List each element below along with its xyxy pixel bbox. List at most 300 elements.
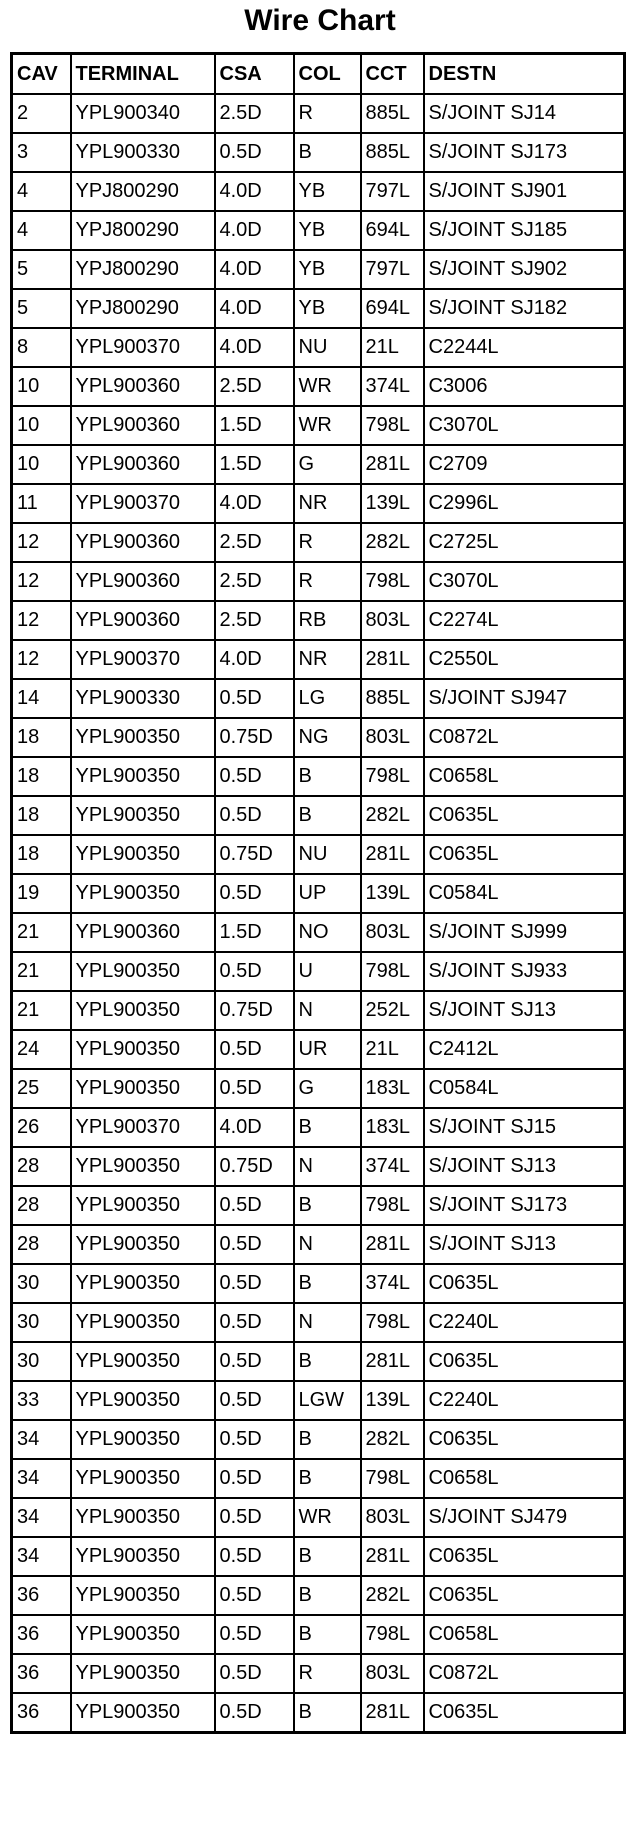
cav-cell: 21 [12,913,71,952]
terminal-cell: YPL900350 [71,1498,215,1537]
table-row [12,328,625,367]
cct-cell: 803L [361,1498,424,1537]
destn-cell: C0872L [424,1654,625,1693]
cav-cell: 14 [12,679,71,718]
cav-cell: 34 [12,1498,71,1537]
cav-cell: 18 [12,718,71,757]
col-cell: YB [294,172,361,211]
col-cell: B [294,1108,361,1147]
cct-cell: 282L [361,1420,424,1459]
cct-cell: 374L [361,1264,424,1303]
table-row [12,874,625,913]
table-row [12,406,625,445]
csa-cell: 0.5D [215,1381,294,1420]
cct-cell: 281L [361,1342,424,1381]
column-header-cav: CAV [12,54,71,95]
csa-cell: 4.0D [215,250,294,289]
terminal-cell: YPL900350 [71,796,215,835]
table-row [12,211,625,250]
table-row [12,289,625,328]
destn-cell: C0635L [424,1537,625,1576]
column-header-col: COL [294,54,361,95]
col-cell: NO [294,913,361,952]
destn-cell: C0658L [424,1615,625,1654]
destn-cell: S/JOINT SJ933 [424,952,625,991]
cav-cell: 36 [12,1693,71,1733]
cav-cell: 3 [12,133,71,172]
csa-cell: 0.5D [215,1693,294,1733]
terminal-cell: YPL900350 [71,1459,215,1498]
csa-cell: 4.0D [215,640,294,679]
table-row [12,1693,625,1733]
csa-cell: 4.0D [215,211,294,250]
terminal-cell: YPL900360 [71,406,215,445]
cav-cell: 5 [12,289,71,328]
table-row [12,1108,625,1147]
cav-cell: 10 [12,445,71,484]
cav-cell: 18 [12,796,71,835]
col-cell: NR [294,640,361,679]
destn-cell: S/JOINT SJ901 [424,172,625,211]
table-row [12,1225,625,1264]
destn-cell: C2240L [424,1303,625,1342]
column-header-csa: CSA [215,54,294,95]
destn-cell: C2725L [424,523,625,562]
wire-chart-table [10,52,626,1734]
table-body [12,94,625,1733]
csa-cell: 2.5D [215,562,294,601]
terminal-cell: YPL900360 [71,367,215,406]
csa-cell: 0.5D [215,1030,294,1069]
csa-cell: 0.75D [215,835,294,874]
col-cell: R [294,94,361,133]
destn-cell: C0872L [424,718,625,757]
csa-cell: 4.0D [215,328,294,367]
cct-cell: 139L [361,484,424,523]
col-cell: YB [294,250,361,289]
csa-cell: 4.0D [215,172,294,211]
terminal-cell: YPJ800290 [71,289,215,328]
table-row [12,952,625,991]
destn-cell: S/JOINT SJ999 [424,913,625,952]
csa-cell: 0.5D [215,679,294,718]
cav-cell: 12 [12,523,71,562]
terminal-cell: YPL900370 [71,484,215,523]
terminal-cell: YPL900350 [71,1147,215,1186]
csa-cell: 0.5D [215,1498,294,1537]
csa-cell: 4.0D [215,1108,294,1147]
csa-cell: 0.5D [215,757,294,796]
col-cell: NR [294,484,361,523]
csa-cell: 0.5D [215,1420,294,1459]
destn-cell: S/JOINT SJ185 [424,211,625,250]
destn-cell: C0658L [424,1459,625,1498]
col-cell: NG [294,718,361,757]
terminal-cell: YPL900350 [71,1615,215,1654]
col-cell: B [294,1537,361,1576]
csa-cell: 1.5D [215,445,294,484]
cav-cell: 36 [12,1576,71,1615]
cav-cell: 21 [12,991,71,1030]
cav-cell: 24 [12,1030,71,1069]
cct-cell: 374L [361,1147,424,1186]
terminal-cell: YPL900340 [71,94,215,133]
terminal-cell: YPL900350 [71,1030,215,1069]
terminal-cell: YPL900350 [71,1186,215,1225]
cct-cell: 282L [361,796,424,835]
cav-cell: 19 [12,874,71,913]
csa-cell: 4.0D [215,484,294,523]
table-row [12,1030,625,1069]
cct-cell: 139L [361,874,424,913]
table-row [12,640,625,679]
table-row [12,1576,625,1615]
terminal-cell: YPL900350 [71,1069,215,1108]
csa-cell: 2.5D [215,367,294,406]
col-cell: UP [294,874,361,913]
cct-cell: 281L [361,1693,424,1733]
cav-cell: 18 [12,757,71,796]
csa-cell: 0.5D [215,952,294,991]
col-cell: YB [294,289,361,328]
col-cell: B [294,133,361,172]
destn-cell: C0584L [424,874,625,913]
terminal-cell: YPL900350 [71,1264,215,1303]
destn-cell: C0635L [424,796,625,835]
table-row [12,601,625,640]
col-cell: R [294,1654,361,1693]
terminal-cell: YPJ800290 [71,250,215,289]
csa-cell: 0.5D [215,1537,294,1576]
destn-cell: C0584L [424,1069,625,1108]
csa-cell: 0.75D [215,718,294,757]
csa-cell: 0.5D [215,1303,294,1342]
cav-cell: 33 [12,1381,71,1420]
col-cell: LG [294,679,361,718]
destn-cell: C0635L [424,1576,625,1615]
terminal-cell: YPL900350 [71,1303,215,1342]
table-row [12,757,625,796]
terminal-cell: YPL900350 [71,1225,215,1264]
destn-cell: C0635L [424,1693,625,1733]
cct-cell: 281L [361,835,424,874]
cct-cell: 252L [361,991,424,1030]
table-row [12,172,625,211]
destn-cell: C0658L [424,757,625,796]
destn-cell: S/JOINT SJ15 [424,1108,625,1147]
cav-cell: 4 [12,211,71,250]
destn-cell: S/JOINT SJ173 [424,133,625,172]
destn-cell: C3070L [424,406,625,445]
terminal-cell: YPL900360 [71,601,215,640]
destn-cell: C0635L [424,835,625,874]
table-row [12,367,625,406]
cav-cell: 26 [12,1108,71,1147]
col-cell: B [294,796,361,835]
destn-cell: C2996L [424,484,625,523]
table-row [12,1498,625,1537]
destn-cell: S/JOINT SJ902 [424,250,625,289]
cct-cell: 139L [361,1381,424,1420]
col-cell: B [294,1420,361,1459]
cav-cell: 4 [12,172,71,211]
csa-cell: 0.5D [215,874,294,913]
column-header-destn: DESTN [424,54,625,95]
table-row [12,484,625,523]
terminal-cell: YPJ800290 [71,172,215,211]
csa-cell: 0.5D [215,1264,294,1303]
col-cell: RB [294,601,361,640]
cct-cell: 798L [361,1303,424,1342]
cav-cell: 2 [12,94,71,133]
cct-cell: 885L [361,679,424,718]
cav-cell: 21 [12,952,71,991]
terminal-cell: YPL900350 [71,1576,215,1615]
destn-cell: C2709 [424,445,625,484]
col-cell: G [294,1069,361,1108]
cct-cell: 803L [361,718,424,757]
cav-cell: 30 [12,1303,71,1342]
cav-cell: 28 [12,1147,71,1186]
col-cell: B [294,1342,361,1381]
table-row [12,1264,625,1303]
destn-cell: C2240L [424,1381,625,1420]
table-row [12,562,625,601]
col-cell: U [294,952,361,991]
cav-cell: 12 [12,601,71,640]
csa-cell: 0.5D [215,796,294,835]
destn-cell: S/JOINT SJ479 [424,1498,625,1537]
terminal-cell: YPL900330 [71,133,215,172]
cct-cell: 694L [361,211,424,250]
destn-cell: S/JOINT SJ14 [424,94,625,133]
terminal-cell: YPL900370 [71,640,215,679]
cct-cell: 374L [361,367,424,406]
cct-cell: 797L [361,250,424,289]
col-cell: G [294,445,361,484]
destn-cell: S/JOINT SJ13 [424,1225,625,1264]
destn-cell: C0635L [424,1264,625,1303]
table-row [12,1537,625,1576]
cct-cell: 803L [361,601,424,640]
cct-cell: 798L [361,1615,424,1654]
cct-cell: 803L [361,1654,424,1693]
destn-cell: C3070L [424,562,625,601]
table-row [12,1342,625,1381]
csa-cell: 0.5D [215,1069,294,1108]
table-row [12,133,625,172]
table-row [12,1381,625,1420]
cct-cell: 798L [361,406,424,445]
cct-cell: 282L [361,523,424,562]
cav-cell: 30 [12,1342,71,1381]
cav-cell: 11 [12,484,71,523]
cct-cell: 281L [361,445,424,484]
terminal-cell: YPL900350 [71,1693,215,1733]
cav-cell: 12 [12,562,71,601]
csa-cell: 1.5D [215,913,294,952]
cct-cell: 797L [361,172,424,211]
cav-cell: 10 [12,406,71,445]
cav-cell: 28 [12,1186,71,1225]
cct-cell: 281L [361,640,424,679]
table-row [12,796,625,835]
col-cell: B [294,1459,361,1498]
terminal-cell: YPL900360 [71,562,215,601]
col-cell: B [294,1264,361,1303]
terminal-cell: YPL900360 [71,523,215,562]
table-row [12,1654,625,1693]
cav-cell: 25 [12,1069,71,1108]
terminal-cell: YPL900350 [71,1537,215,1576]
column-header-terminal: TERMINAL [71,54,215,95]
table-row [12,445,625,484]
csa-cell: 4.0D [215,289,294,328]
csa-cell: 0.5D [215,1576,294,1615]
terminal-cell: YPL900350 [71,718,215,757]
table-row [12,523,625,562]
cav-cell: 10 [12,367,71,406]
cav-cell: 5 [12,250,71,289]
col-cell: N [294,1303,361,1342]
terminal-cell: YPL900350 [71,1342,215,1381]
cct-cell: 798L [361,952,424,991]
csa-cell: 0.5D [215,1225,294,1264]
destn-cell: C2412L [424,1030,625,1069]
cav-cell: 34 [12,1537,71,1576]
cav-cell: 34 [12,1420,71,1459]
terminal-cell: YPL900360 [71,445,215,484]
cct-cell: 282L [361,1576,424,1615]
table-row [12,913,625,952]
cav-cell: 28 [12,1225,71,1264]
terminal-cell: YPL900370 [71,1108,215,1147]
destn-cell: S/JOINT SJ173 [424,1186,625,1225]
column-header-cct: CCT [361,54,424,95]
table-row [12,1459,625,1498]
cct-cell: 281L [361,1225,424,1264]
cav-cell: 30 [12,1264,71,1303]
cct-cell: 21L [361,328,424,367]
destn-cell: S/JOINT SJ13 [424,1147,625,1186]
table-row [12,1615,625,1654]
col-cell: N [294,1225,361,1264]
cav-cell: 36 [12,1654,71,1693]
cct-cell: 183L [361,1069,424,1108]
destn-cell: S/JOINT SJ13 [424,991,625,1030]
col-cell: B [294,1693,361,1733]
col-cell: B [294,1576,361,1615]
cct-cell: 798L [361,1459,424,1498]
csa-cell: 0.75D [215,1147,294,1186]
cav-cell: 12 [12,640,71,679]
cav-cell: 8 [12,328,71,367]
cav-cell: 18 [12,835,71,874]
terminal-cell: YPL900350 [71,835,215,874]
table-row [12,1069,625,1108]
cct-cell: 885L [361,94,424,133]
col-cell: WR [294,367,361,406]
cct-cell: 798L [361,1186,424,1225]
destn-cell: C2550L [424,640,625,679]
col-cell: R [294,523,361,562]
destn-cell: C3006 [424,367,625,406]
terminal-cell: YPL900350 [71,952,215,991]
terminal-cell: YPL900350 [71,991,215,1030]
terminal-cell: YPL900330 [71,679,215,718]
col-cell: R [294,562,361,601]
terminal-cell: YPL900350 [71,1654,215,1693]
destn-cell: S/JOINT SJ947 [424,679,625,718]
table-row [12,1147,625,1186]
terminal-cell: YPL900350 [71,1420,215,1459]
cct-cell: 694L [361,289,424,328]
col-cell: B [294,1186,361,1225]
col-cell: UR [294,1030,361,1069]
cct-cell: 21L [361,1030,424,1069]
destn-cell: C0635L [424,1420,625,1459]
table-row [12,718,625,757]
csa-cell: 0.5D [215,1615,294,1654]
terminal-cell: YPL900350 [71,874,215,913]
col-cell: WR [294,406,361,445]
destn-cell: C0635L [424,1342,625,1381]
col-cell: NU [294,328,361,367]
csa-cell: 1.5D [215,406,294,445]
csa-cell: 0.5D [215,1186,294,1225]
terminal-cell: YPL900360 [71,913,215,952]
destn-cell: S/JOINT SJ182 [424,289,625,328]
terminal-cell: YPJ800290 [71,211,215,250]
col-cell: N [294,1147,361,1186]
col-cell: B [294,757,361,796]
col-cell: LGW [294,1381,361,1420]
cav-cell: 34 [12,1459,71,1498]
table-row [12,1303,625,1342]
col-cell: WR [294,1498,361,1537]
cct-cell: 798L [361,757,424,796]
csa-cell: 2.5D [215,94,294,133]
destn-cell: C2244L [424,328,625,367]
cct-cell: 885L [361,133,424,172]
col-cell: N [294,991,361,1030]
cct-cell: 281L [361,1537,424,1576]
cav-cell: 36 [12,1615,71,1654]
cct-cell: 803L [361,913,424,952]
table-row [12,250,625,289]
col-cell: B [294,1615,361,1654]
csa-cell: 2.5D [215,523,294,562]
csa-cell: 0.5D [215,1459,294,1498]
terminal-cell: YPL900350 [71,1381,215,1420]
table-header [12,54,625,95]
cct-cell: 183L [361,1108,424,1147]
header-row [12,54,625,95]
col-cell: YB [294,211,361,250]
table-row [12,679,625,718]
col-cell: NU [294,835,361,874]
cct-cell: 798L [361,562,424,601]
table-row [12,835,625,874]
page-title: Wire Chart [244,4,396,37]
table-row [12,991,625,1030]
csa-cell: 0.75D [215,991,294,1030]
table-row [12,1420,625,1459]
terminal-cell: YPL900370 [71,328,215,367]
destn-cell: C2274L [424,601,625,640]
csa-cell: 2.5D [215,601,294,640]
csa-cell: 0.5D [215,1342,294,1381]
